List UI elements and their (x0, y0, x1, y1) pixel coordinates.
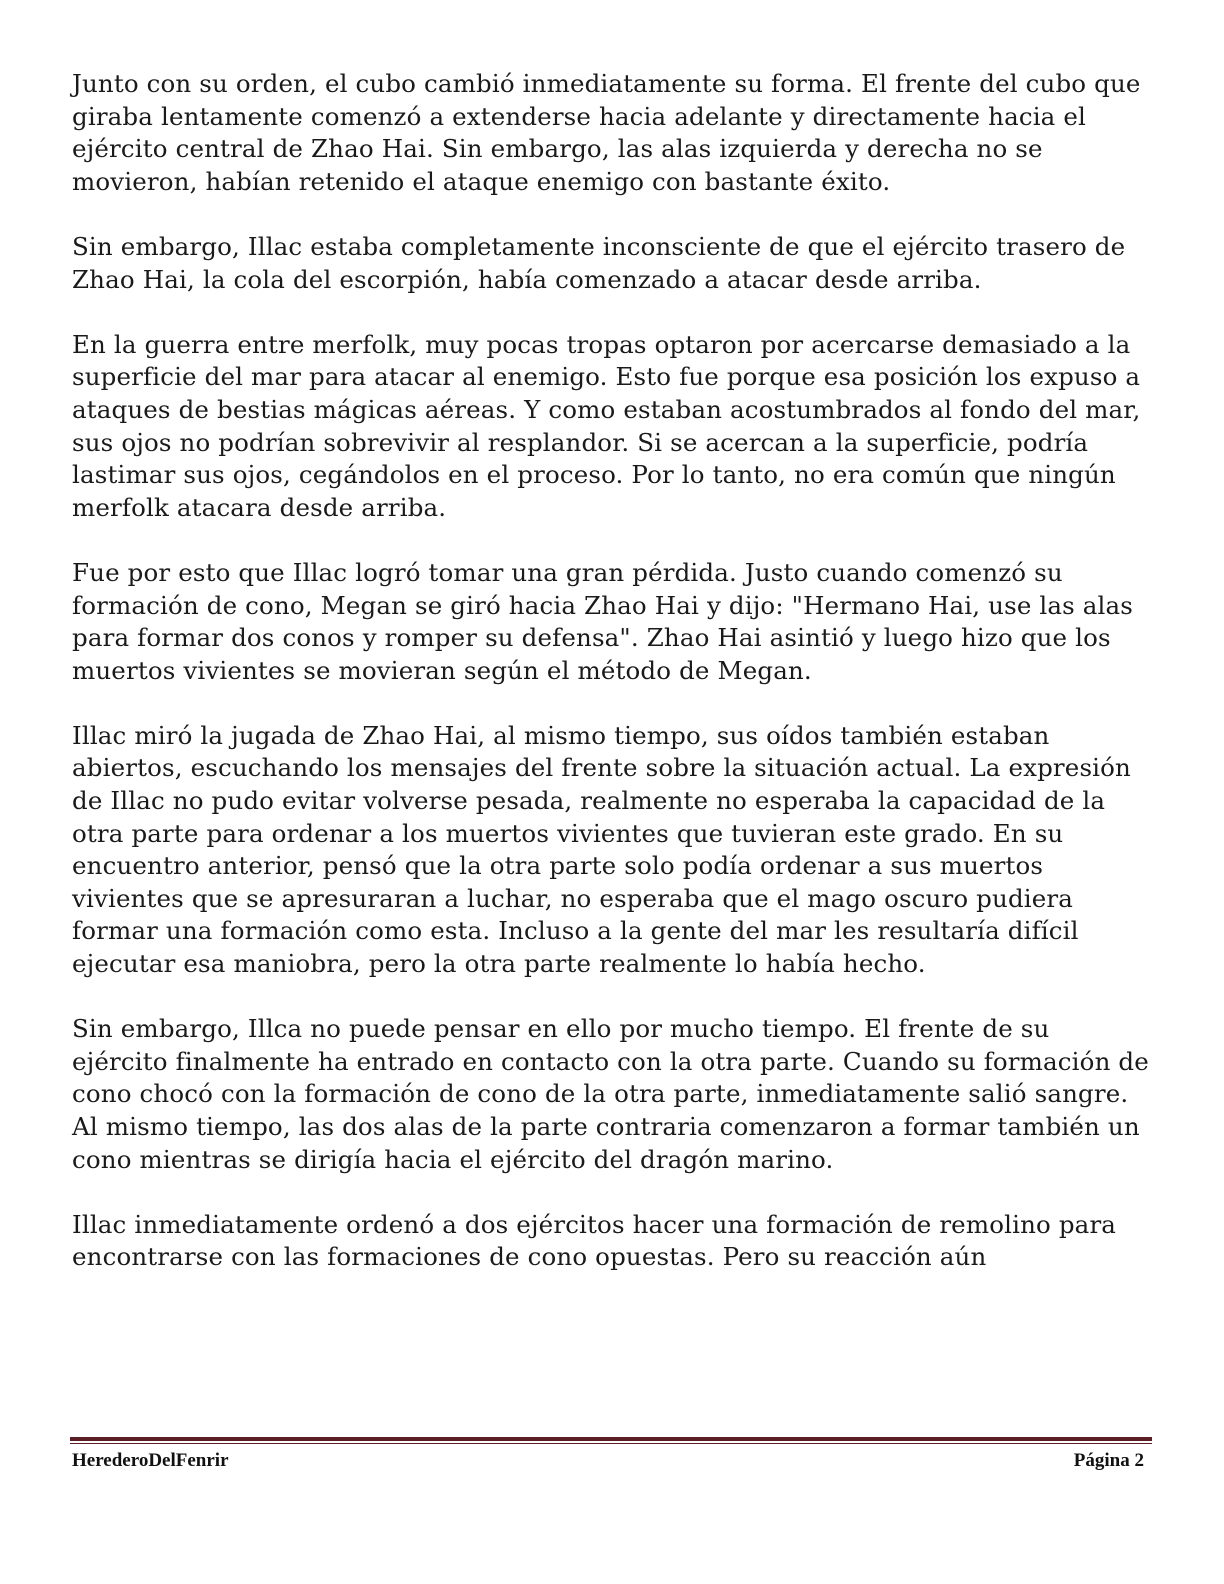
paragraph-2: Sin embargo, Illac estaba completamente inconsciente de que el ejército trasero de Zhao Hai, la cola del escorpión, había comenzado a atacar desde arriba. (72, 231, 1126, 294)
footer-author: HerederoDelFenrir (72, 1450, 229, 1471)
paragraph-5: Illac miró la jugada de Zhao Hai, al mismo tiempo, sus oídos también estaban abiertos, escuchando los mensajes del frente sobre la situación actual. La expresión de Illac no pudo evitar volverse pesada, realmente no esperaba la capacidad de la otra parte para ordenar a los muertos vivientes que tuvieran este grado. En su encuentro anterior, pensó que la otra parte solo podía ordenar a sus muertos vivientes que se apresuraran a luchar, no esperaba que el mago oscuro pudiera formar una formación como esta. Incluso a la gente del mar les resultaría difícil ejecutar esa maniobra, pero la otra parte realmente lo había hecho. (72, 720, 1131, 979)
paragraph-6: Sin embargo, Illca no puede pensar en ello por mucho tiempo. El frente de su ejército finalmente ha entrado en contacto con la otra parte. Cuando su formación de cono chocó con la formación de cono de la otra parte, inmediatamente salió sangre. Al mismo tiempo, las dos alas de la parte contraria comenzaron a formar también un cono mientras se dirigía hacia el ejército del dragón marino. (72, 1014, 1149, 1174)
paragraph-4: Fue por esto que Illac logró tomar una gran pérdida. Justo cuando comenzó su formación de cono, Megan se giró hacia Zhao Hai y dijo: "Hermano Hai, use las alas para formar dos conos y romper su defensa". Zhao Hai asintió y luego hizo que los muertos vivientes se movieran según el método de Megan. (72, 557, 1134, 685)
footer-page-number: Página 2 (1073, 1450, 1144, 1471)
body-text (72, 68, 1150, 1307)
paragraph-1: Junto con su orden, el cubo cambió inmediatamente su forma. El frente del cubo que giraba lentamente comenzó a extenderse hacia adelante y directamente hacia el ejército central de Zhao Hai. Sin embargo, las alas izquierda y derecha no se movieron, habían retenido el ataque enemigo con bastante éxito. (72, 69, 1141, 196)
paragraph-7: Illac inmediatamente ordenó a dos ejércitos hacer una formación de remolino para encontrarse con las formaciones de cono opuestas. Pero su reacción aún (72, 1209, 1117, 1272)
paragraph-3: En la guerra entre merfolk, muy pocas tropas optaron por acercarse demasiado a la superficie del mar para atacar al enemigo. Esto fue porque esa posición los expuso a ataques de bestias mágicas aéreas. Y como estaban acostumbrados al fondo del mar, sus ojos no podrían sobrevivir al resplandor. Si se acercan a la superficie, podría lastimar sus ojos, cegándolos en el proceso. Por lo tanto, no era común que ningún merfolk atacara desde arriba. (72, 329, 1141, 522)
footer-rule-thin (70, 1443, 1152, 1444)
footer-rule-thick (70, 1437, 1152, 1441)
